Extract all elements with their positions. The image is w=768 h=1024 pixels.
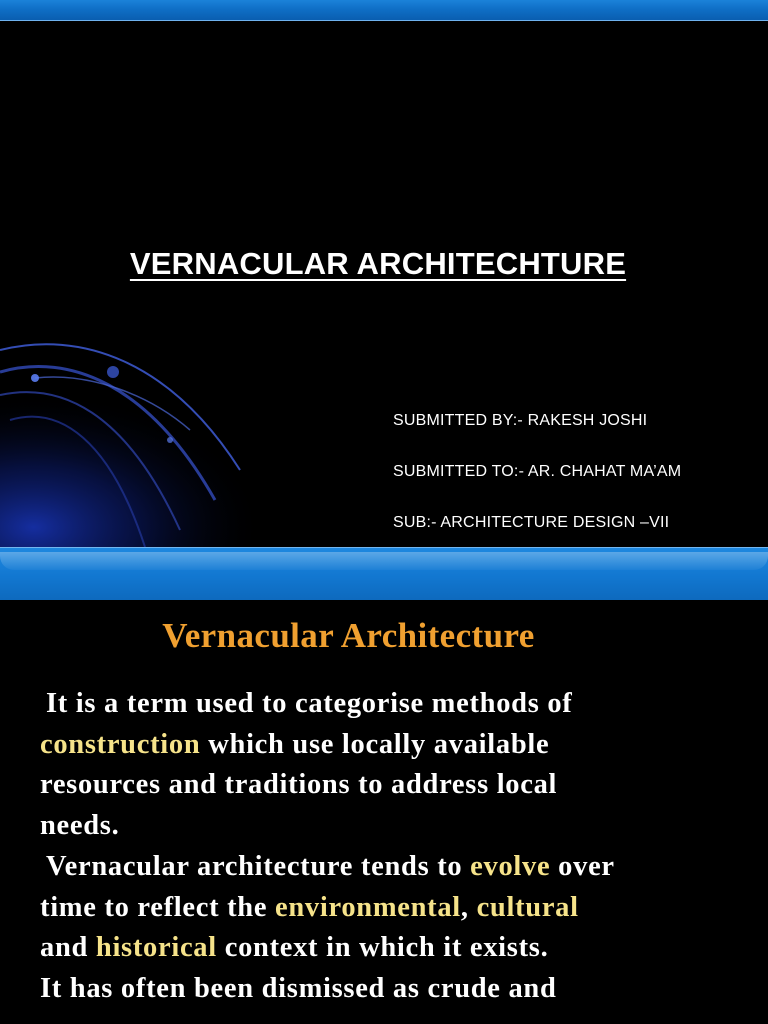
- subject-line: SUB:- ARCHITECTURE DESIGN –VII: [393, 514, 670, 531]
- body-text-run: Vernacular architecture tends to: [46, 850, 471, 882]
- body-line: [40, 765, 764, 806]
- body-text-run: over: [550, 850, 615, 882]
- body-line: [40, 888, 764, 929]
- body-line: [40, 928, 764, 969]
- slide-definition: [0, 600, 768, 1024]
- body-text-run: and: [40, 932, 96, 964]
- body-line: [40, 806, 764, 847]
- body-line: [40, 725, 764, 766]
- highlighted-term: cultural: [476, 891, 579, 923]
- body-text-run: time to reflect the: [40, 891, 276, 923]
- submitted-to-line: SUBMITTED TO:- AR. CHAHAT MA’AM: [393, 463, 682, 480]
- divider-highlight: [0, 552, 768, 570]
- slide-heading: Vernacular Architecture: [162, 616, 535, 655]
- highlighted-term: environmental: [275, 891, 461, 923]
- highlighted-term: construction: [40, 728, 201, 760]
- body-text-run: It has often been dismissed as crude and: [40, 972, 557, 1004]
- body-line: [40, 684, 764, 725]
- body-text-run: needs.: [40, 810, 120, 842]
- body-line: [40, 847, 764, 888]
- body-text-run: resources and traditions to address local: [40, 769, 558, 801]
- submitted-by-line: SUBMITTED BY:- RAKESH JOSHI: [393, 412, 648, 429]
- slide-body-text: [40, 684, 764, 1010]
- highlighted-term: historical: [95, 932, 217, 964]
- presentation-title: VERNACULAR ARCHITECHTURE: [129, 246, 627, 281]
- body-text-run: ,: [460, 891, 477, 923]
- body-text-run: which use locally available: [200, 728, 550, 760]
- slide-divider-bar: [0, 547, 768, 601]
- body-text-run: context in which it exists.: [216, 932, 549, 964]
- body-line: [40, 969, 764, 1010]
- highlighted-term: evolve: [470, 850, 551, 882]
- body-text-run: It is a term used to categorise methods of: [46, 688, 573, 719]
